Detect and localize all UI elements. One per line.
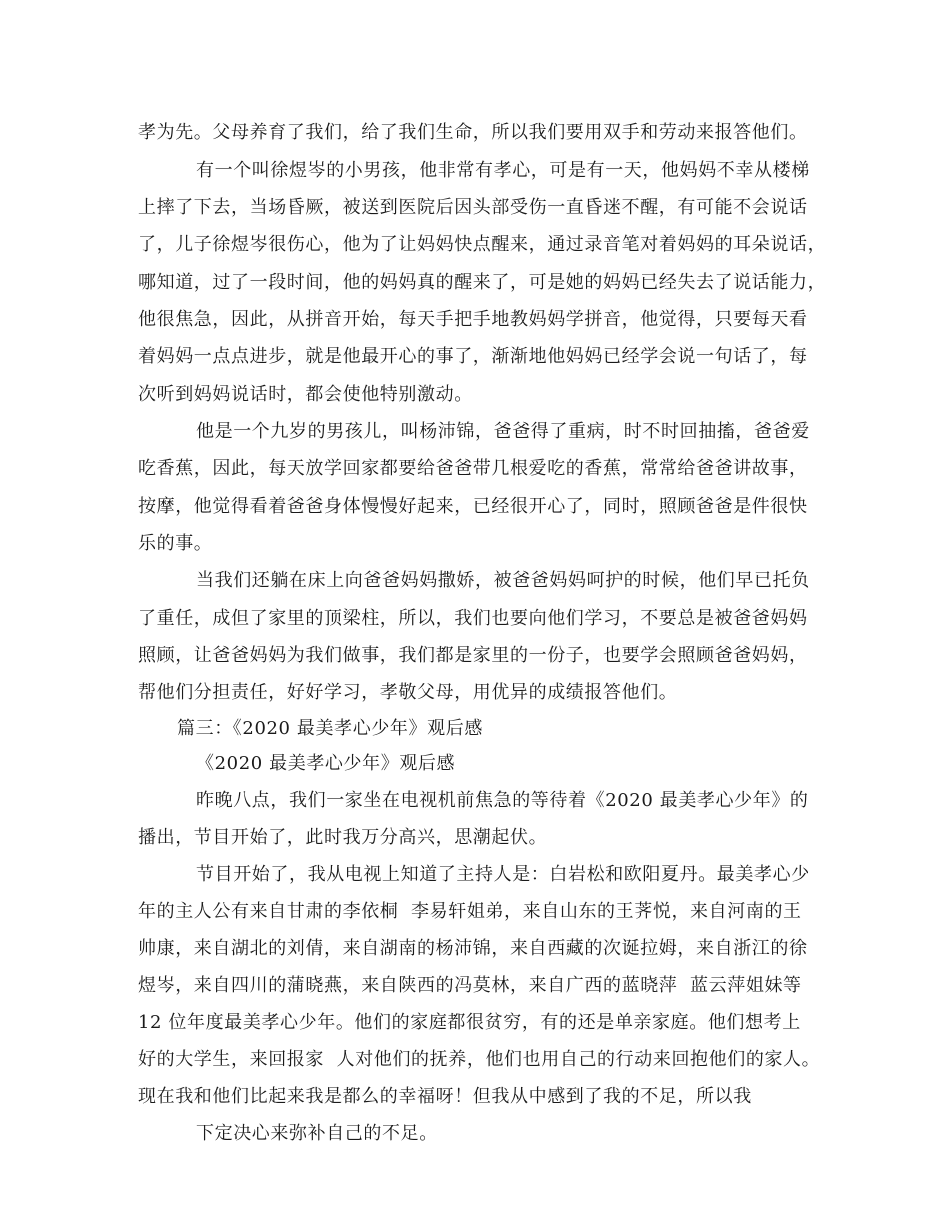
- paragraph-line: 有一个叫徐煜岑的小男孩，他非常有孝心，可是有一天，他妈妈不幸从楼梯: [196, 160, 810, 181]
- paragraph-line: 吃香蕉，因此，每天放学回家都要给爸爸带几根爱吃的香蕉，常常给爸爸讲故事，: [138, 458, 808, 479]
- paragraph-line: 帮他们分担责任，好好学习，孝敬父母，用优异的成绩报答他们。: [138, 682, 678, 703]
- paragraph-line: 照顾，让爸爸妈妈为我们做事，我们都是家里的一份子，也要学会照顾爸爸妈妈，: [138, 645, 808, 666]
- paragraph-line: 年的主人公有来自甘肃的李依桐 李易轩姐弟，来自山东的王荠悦，来自河南的王: [138, 901, 802, 922]
- paragraph-line: 了，儿子徐煜岑很伤心，他为了让妈妈快点醒来，通过录音笔对着妈妈的耳朵说话，: [138, 234, 827, 255]
- paragraph-line: 孝为先。父母养育了我们，给了我们生命，所以我们要用双手和劳动来报答他们。: [138, 122, 808, 143]
- paragraph-line: 现在我和他们比起来我是都么的幸福呀！但我从中感到了我的不足，所以我: [138, 1086, 752, 1107]
- paragraph-line: 了重任，成但了家里的顶梁柱，所以，我们也要向他们学习，不要总是被爸爸妈妈: [138, 608, 808, 629]
- paragraph-line: 乐的事。: [138, 533, 213, 554]
- paragraph-line: 昨晚八点，我们一家坐在电视机前焦急的等待着《2020 最美孝心少年》的: [196, 790, 809, 811]
- paragraph-line: 当我们还躺在床上向爸爸妈妈撒娇，被爸爸妈妈呵护的时候，他们早已托负: [196, 570, 810, 591]
- article-title: 《2020 最美孝心少年》观后感: [196, 753, 456, 774]
- paragraph-line: 下定决心来弥补自己的不足。: [196, 1123, 438, 1144]
- paragraph-line: 播出，节目开始了，此时我万分高兴，思潮起伏。: [138, 827, 548, 848]
- section-heading: 篇三：《2020 最美孝心少年》观后感: [177, 718, 483, 739]
- paragraph-line: 着妈妈一点点进步，就是他最开心的事了，渐渐地他妈妈已经学会说一句话了，每: [138, 346, 808, 367]
- paragraph-line: 按摩，他觉得看着爸爸身体慢慢好起来，已经很开心了，同时，照顾爸爸是件很快: [138, 496, 808, 517]
- paragraph-line: 节目开始了，我从电视上知道了主持人是：白岩松和欧阳夏丹。最美孝心少: [196, 864, 810, 885]
- paragraph-line: 煜岑，来自四川的蒲晓燕，来自陕西的冯莫林，来自广西的蓝晓萍 蓝云萍姐妹等: [138, 975, 802, 996]
- paragraph-line: 上摔了下去，当场昏厥，被送到医院后因头部受伤一直昏迷不醒，有可能不会说话: [138, 197, 808, 218]
- paragraph-line: 哪知道，过了一段时间，他的妈妈真的醒来了，可是她的妈妈已经失去了说话能力，: [138, 272, 827, 293]
- paragraph-line: 次听到妈妈说话时，都会使他特别激动。: [138, 384, 473, 405]
- paragraph-line: 他是一个九岁的男孩儿，叫杨沛锦，爸爸得了重病，时不时回抽搐，爸爸爱: [196, 421, 810, 442]
- paragraph-line: 12 位年度最美孝心少年。他们的家庭都很贫穷，有的还是单亲家庭。他们想考上: [138, 1012, 801, 1033]
- paragraph-line: 好的大学生，来回报家 人对他们的抚养，他们也用自己的行动来回抱他们的家人。: [138, 1049, 821, 1070]
- paragraph-line: 帅康，来自湖北的刘倩，来自湖南的杨沛锦，来自西藏的次诞拉姆，来自浙江的徐: [138, 938, 808, 959]
- paragraph-line: 他很焦急，因此，从拼音开始，每天手把手地教妈妈学拼音，他觉得，只要每天看: [138, 309, 808, 330]
